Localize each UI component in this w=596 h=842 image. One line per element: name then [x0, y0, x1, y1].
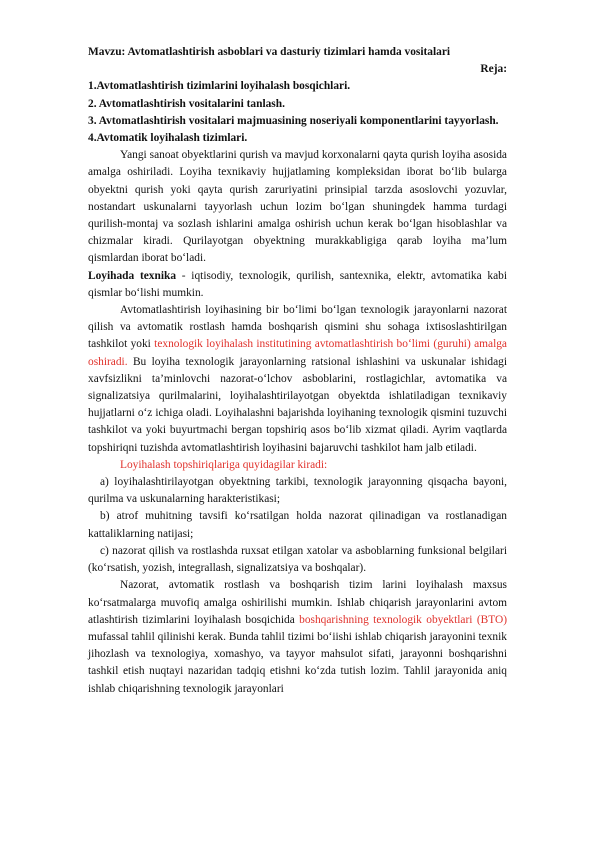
- plan-item-2: 2. Avtomatlashtirish vositalarini tanlash.: [88, 97, 285, 110]
- plan-item-1: 1.Avtomatlashtirish tizimlarini loyihalash bosqichlari.: [88, 80, 351, 93]
- paragraph-project-parts: [88, 268, 507, 302]
- plan-item-3: 3. Avtomatlashtirish vositalari majmuasining noseriyali komponentlarini tayyorlash.: [88, 114, 499, 127]
- paragraph-automation-section: [88, 302, 507, 457]
- control-text-b: mufassal tahlil qilinishi kerak. Bunda tahlil tizimi bo‘iishi ishlab chiqarish jarayonini texnik jihozlash va texnologiya, xomashyo, va tayyor mahsulot sifati, jarayonni boshqarishni tashkil etish nuqtayi nazaridan tadqiq etishni ko‘zda tutish lozim. Tahlil jarayonida aniq ishlab chiqarishning texnologik jarayonlari: [88, 630, 507, 695]
- automation-highlight: texnologik loyihalash institutining avtomatlashtirish bo‘limi (guruhi) amalga oshiradi.: [88, 338, 507, 368]
- design-tasks-heading: Loyihalash topshiriqlariga quyidagilar kiradi:: [120, 458, 328, 471]
- bto-highlight: boshqarishning texnologik obyektlari (BTO): [299, 613, 507, 626]
- project-technics-term: Loyihada texnika: [88, 269, 177, 282]
- automation-text-b: Bu loyiha texnologik jarayonlarning ratsional ishlashini va uskunalar ishidagi xavfsizlikni ta’minlovchi nazorat-o‘lchov asboblarini, rostlagichlar, avtomatika va signalizatsiya qurilmalarini, loyihalashtirilayotgan obyektda ishlatiladigan texnikaviy hujjatlarni o‘z ichiga oladi. Loyihalashni bajarishda loyihaning texnologik qismini tuzuvchi tashkilot va yoki buyurtmachi bergan topshiriq asos bo‘lib xizmat qiladi. Ayrim vaqtlarda topshiriqni tuzishda avtomatlashtirish loyihasini bajaruvchi tashkilot ham jalb etiladi.: [88, 355, 507, 454]
- list-item-a: a) loyihalashtirilayotgan obyektning tarkibi, texnologik jarayonning qisqacha bayoni, qurilma va uskunalarning harakteristikasi;: [88, 476, 507, 506]
- document-page: [88, 44, 507, 698]
- automation-text-a: Avtomatlashtirish loyihasining bir bo‘limi bo‘lgan texnologik jarayonlarni nazorat qilish va avtomatik rostlash hamda boshqarish qismini shu sohaga ixtisoslashtirilgan tashkilot yoki: [88, 304, 507, 351]
- project-parts-text: - iqtisodiy, texnologik, qurilish, santexnika, elektr, avtomatika kabi qismlar bo‘lishi mumkin.: [88, 269, 508, 299]
- control-text-a: Nazorat, avtomatik rostlash va boshqarish tizim larini loyihalash maxsus ko‘rsatmalarga muvofiq amalga oshirilishi mumkin. Ishlab chiqarish jarayonlarini avtom atlashtirish tizimlarini loyihalash bosqichida: [88, 579, 507, 626]
- plan-item-4: 4.Avtomatik loyihalash tizimlari.: [88, 132, 248, 145]
- list-item-c: c) nazorat qilish va rostlashda ruxsat etilgan xatolar va asboblarning funksional belgilari (ko‘rsatish, yozish, integrallash, signalizatsiya va boshqalar).: [88, 544, 507, 575]
- list-item-b: b) atrof muhitning tavsifi ko‘rsatilgan holda nazorat qilinadigan va rostlanadigan kattaliklarning natijasi;: [88, 510, 507, 540]
- paragraph-control-systems: [88, 577, 507, 697]
- paragraph-intro: Yangi sanoat obyektlarini qurish va mavjud korxonalarni qayta qurish loyiha asosida amalga oshiriladi. Loyiha texnikaviy hujjatlaming kompleksidan iborat bo‘lib bularga obyektni qurish yoki qayta qurish zaruriyatini prinsipial tarzda asoslovchi yozuvlar, nostandart uskunalarni tayyorlash uchun lozim bo‘lgan shuningdek hamma turdagi qurilish-montaj va sozlash ishlarini amalga oshirish uchun kerak bo‘lgan hisoblashlar va chizmalar kiradi. Qurilayotgan obyektning murakkabligiga qarab loyiha ma’lum qismlardan iborat bo‘ladi.: [88, 149, 507, 265]
- document-title: Mavzu: Avtomatlashtirish asboblari va dasturiy tizimlari hamda vositalari: [88, 46, 451, 58]
- plan-label: Reja:: [480, 63, 507, 76]
